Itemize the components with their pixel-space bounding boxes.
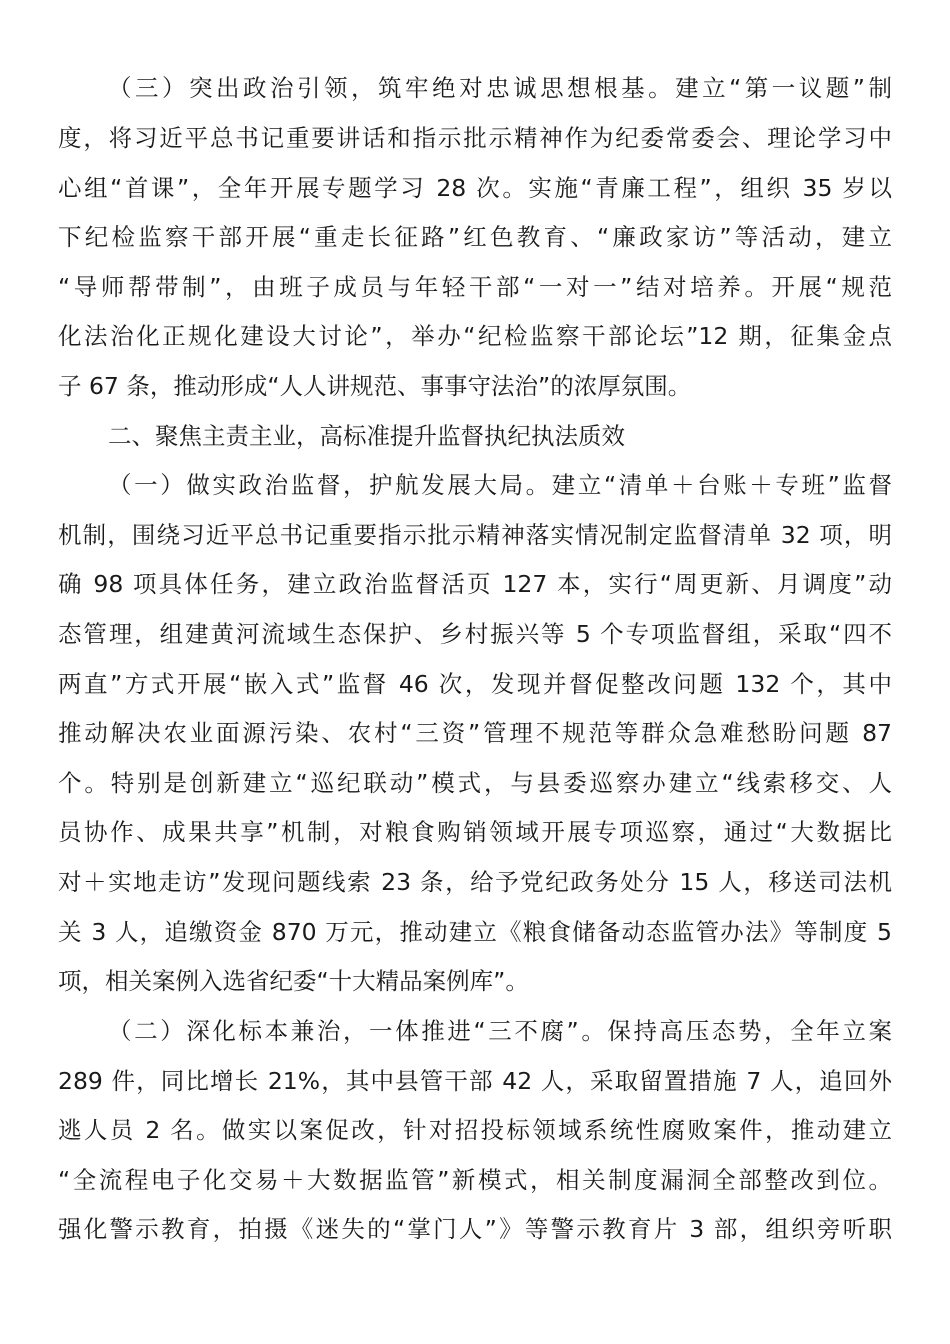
paragraph-line: 推动解决农业面源污染、农村“三资”管理不规范等群众急难愁盼问题 87 [58, 719, 892, 747]
paragraph-line: （一）做实政治监督，护航发展大局。建立“清单＋台账＋专班”监督 [108, 471, 892, 499]
paragraph-line: 下纪检监察干部开展“重走长征路”红色教育、“廉政家访”等活动，建立 [58, 223, 892, 251]
paragraph-line: 289 件，同比增长 21%，其中县管干部 42 人，采取留置措施 7 人，追回外 [58, 1067, 892, 1095]
paragraph-line: 个。特别是创新建立“巡纪联动”模式，与县委巡察办建立“线索移交、人 [58, 769, 892, 797]
paragraph-line: 态管理，组建黄河流域生态保护、乡村振兴等 5 个专项监督组，采取“四不 [58, 620, 892, 648]
paragraph-line: 确 98 项具体任务，建立政治监督活页 127 本，实行“周更新、月调度”动 [58, 570, 892, 598]
paragraph-line: 强化警示教育，拍摄《迷失的“掌门人”》等警示教育片 3 部，组织旁听职 [58, 1215, 892, 1243]
paragraph-line: （三）突出政治引领，筑牢绝对忠诚思想根基。建立“第一议题”制 [108, 74, 892, 102]
paragraph-line: 员协作、成果共享”机制，对粮食购销领域开展专项巡察，通过“大数据比 [58, 818, 892, 846]
paragraph-line: 度，将习近平总书记重要讲话和指示批示精神作为纪委常委会、理论学习中 [58, 124, 892, 152]
paragraph-line: 两直”方式开展“嵌入式”监督 46 次，发现并督促整改问题 132 个，其中 [58, 670, 892, 698]
paragraph-line: “全流程电子化交易＋大数据监管”新模式，相关制度漏洞全部整改到位。 [58, 1166, 892, 1194]
paragraph-line: （二）深化标本兼治，一体推进“三不腐”。保持高压态势，全年立案 [108, 1017, 892, 1045]
paragraph-line: 对＋实地走访”发现问题线索 23 条，给予党纪政务处分 15 人，移送司法机 [58, 868, 892, 896]
paragraph-line: 项，相关案例入选省纪委“十大精品案例库”。 [58, 967, 529, 995]
paragraph-line: “导师帮带制”，由班子成员与年轻干部“一对一”结对培养。开展“规范 [58, 273, 892, 301]
paragraph-line: 子 67 条，推动形成“人人讲规范、事事守法治”的浓厚氛围。 [58, 372, 692, 400]
section-heading: 二、聚焦主责主业，高标准提升监督执纪执法质效 [108, 422, 625, 450]
paragraph-line: 化法治化正规化建设大讨论”，举办“纪检监察干部论坛”12 期，征集金点 [58, 322, 892, 350]
paragraph-line: 逃人员 2 名。做实以案促改，针对招投标领域系统性腐败案件，推动建立 [58, 1116, 892, 1144]
paragraph-line: 心组“首课”，全年开展专题学习 28 次。实施“青廉工程”，组织 35 岁以 [58, 174, 892, 202]
paragraph-line: 机制，围绕习近平总书记重要指示批示精神落实情况制定监督清单 32 项，明 [58, 521, 892, 549]
paragraph-line: 关 3 人，追缴资金 870 万元，推动建立《粮食储备动态监管办法》等制度 5 [58, 918, 892, 946]
